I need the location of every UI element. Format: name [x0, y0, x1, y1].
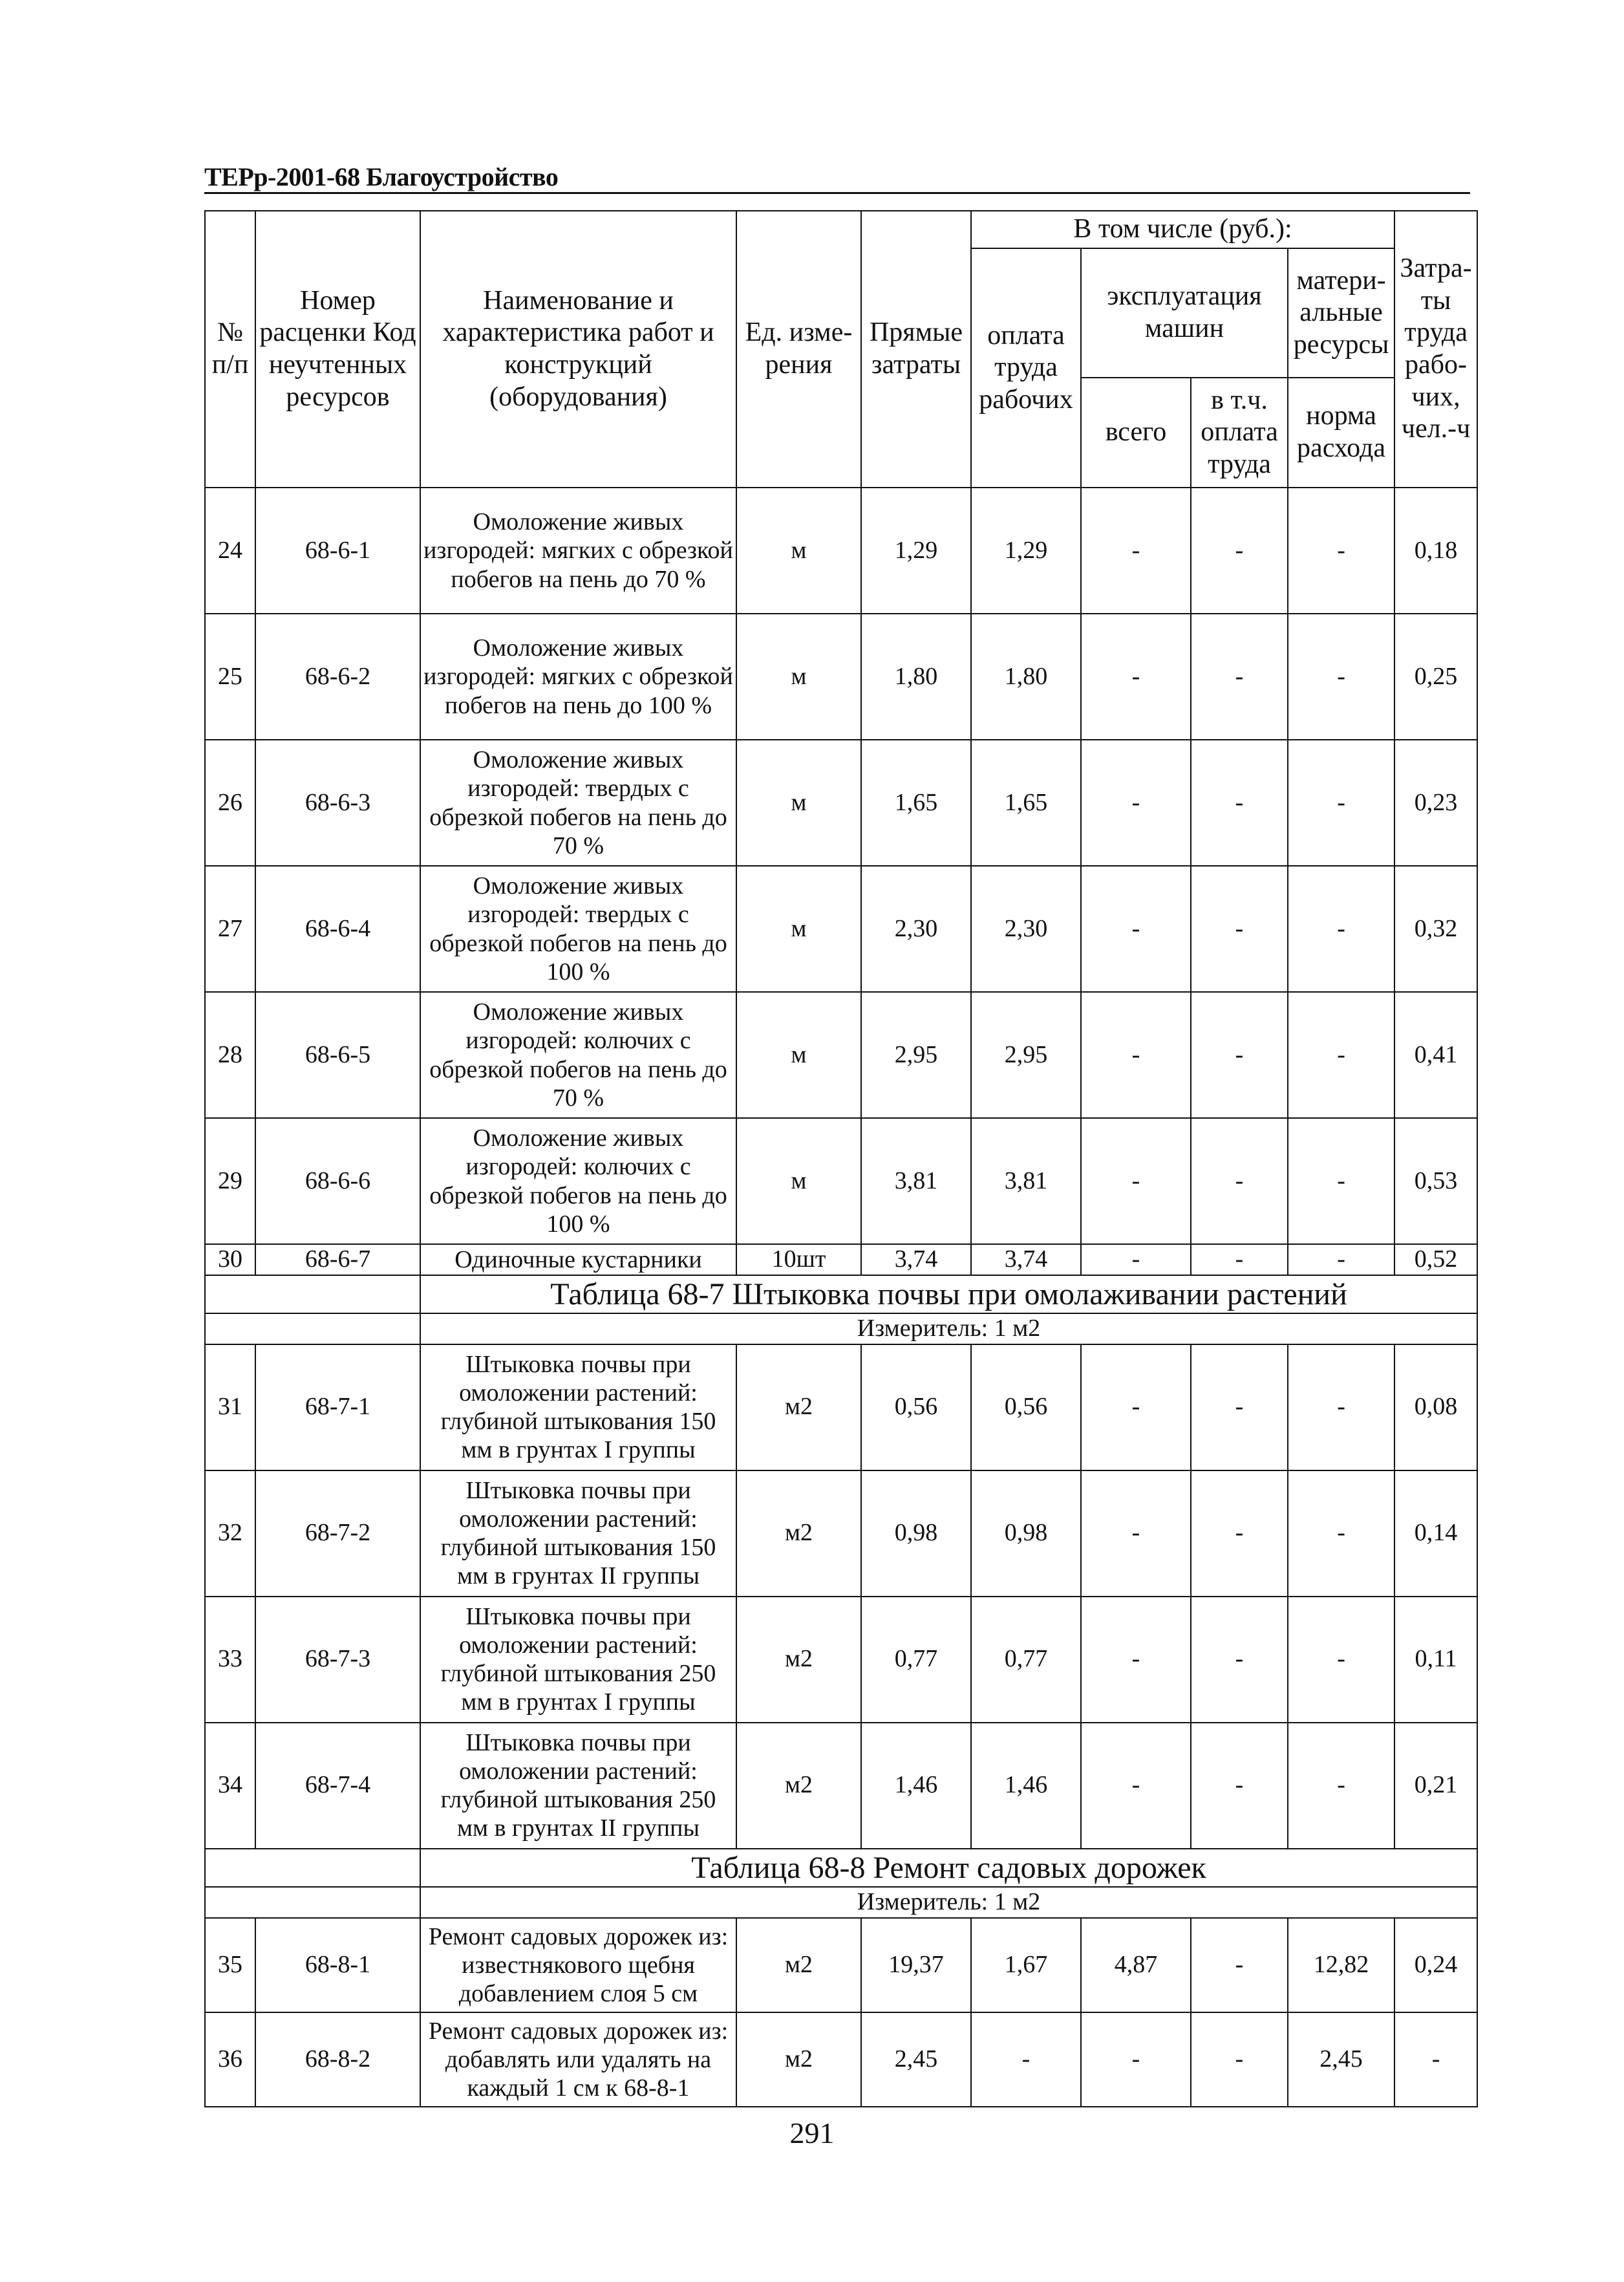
- cell-code: 68-7-1: [255, 1344, 420, 1470]
- cell-unit: м2: [736, 1918, 861, 2012]
- section-meter-row: [205, 1887, 1477, 1918]
- cell-machines-labor: -: [1191, 1470, 1288, 1597]
- cell-num: 27: [205, 866, 255, 992]
- cell-labor-hours: 0,52: [1394, 1244, 1477, 1275]
- cell-name: Штыковка почвы при омоложении растений: глубиной штыкования 150 мм в грунтах I группы: [420, 1344, 736, 1470]
- cell-code: 68-8-2: [255, 2012, 420, 2107]
- cell-code: 68-7-3: [255, 1597, 420, 1723]
- cell-labor-hours: 0,53: [1394, 1118, 1477, 1244]
- cell-materials: -: [1288, 1344, 1394, 1470]
- cell-code: 68-6-6: [255, 1118, 420, 1244]
- cell-code: 68-6-1: [255, 488, 420, 614]
- cell-labor-pay: 0,56: [971, 1344, 1081, 1470]
- cell-direct: 0,56: [861, 1344, 971, 1470]
- cell-machines-total: -: [1081, 1118, 1191, 1244]
- cell-unit: м: [736, 992, 861, 1118]
- cell-materials: -: [1288, 866, 1394, 992]
- col-header-num: № п/п: [205, 211, 255, 488]
- table-row: [205, 740, 1477, 866]
- cell-machines-labor: -: [1191, 2012, 1288, 2107]
- col-header-labor-pay: оплата труда рабочих: [971, 248, 1081, 488]
- cell-labor-hours: 0,11: [1394, 1597, 1477, 1723]
- cell-direct: 2,30: [861, 866, 971, 992]
- section-header-row: [205, 1849, 1477, 1888]
- cell-direct: 2,95: [861, 992, 971, 1118]
- cell-machines-total: -: [1081, 2012, 1191, 2107]
- table-row: [205, 1244, 1477, 1275]
- cell-labor-pay: -: [971, 2012, 1081, 2107]
- cell-num: 25: [205, 614, 255, 740]
- header-rule: [204, 192, 1470, 194]
- cell-code: 68-8-1: [255, 1918, 420, 2012]
- cell-code: 68-7-4: [255, 1723, 420, 1849]
- cell-num: 30: [205, 1244, 255, 1275]
- cell-direct: 0,77: [861, 1597, 971, 1723]
- cell-name: Омоложение живых изгородей: колючих с обрезкой побегов на пень до 100 %: [420, 1118, 736, 1244]
- cell-machines-total: -: [1081, 1597, 1191, 1723]
- col-header-machines-labor: в т.ч. оплата труда: [1191, 378, 1288, 488]
- col-header-materials-norm: норма расхода: [1288, 378, 1394, 488]
- cell-labor-pay: 2,95: [971, 992, 1081, 1118]
- cell-code: 68-6-3: [255, 740, 420, 866]
- col-header-machines: эксплуатация машин: [1081, 248, 1288, 378]
- cell-name: Ремонт садовых дорожек из: добавлять или удалять на каждый 1 см к 68-8-1: [420, 2012, 736, 2107]
- cell-machines-total: -: [1081, 992, 1191, 1118]
- cell-machines-total: -: [1081, 740, 1191, 866]
- cell-materials: -: [1288, 740, 1394, 866]
- col-header-direct: Прямые затраты: [861, 211, 971, 488]
- cell-labor-pay: 1,80: [971, 614, 1081, 740]
- cell-labor-pay: 0,77: [971, 1597, 1081, 1723]
- table-row: [205, 2012, 1477, 2107]
- cell-name: Омоложение живых изгородей: мягких с обрезкой побегов на пень до 70 %: [420, 488, 736, 614]
- cell-num: 26: [205, 740, 255, 866]
- cell-unit: м2: [736, 1723, 861, 1849]
- table-row: [205, 1597, 1477, 1723]
- cell-code: 68-6-5: [255, 992, 420, 1118]
- col-header-including: В том числе (руб.):: [971, 211, 1394, 248]
- cell-code: 68-6-7: [255, 1244, 420, 1275]
- cell-machines-labor: -: [1191, 992, 1288, 1118]
- cell-materials: -: [1288, 1244, 1394, 1275]
- table-row: [205, 614, 1477, 740]
- cell-labor-pay: 1,46: [971, 1723, 1081, 1849]
- cell-direct: 0,98: [861, 1470, 971, 1597]
- cell-machines-total: 4,87: [1081, 1918, 1191, 2012]
- section-spacer: [205, 1313, 420, 1344]
- cell-machines-total: -: [1081, 1344, 1191, 1470]
- cell-machines-total: -: [1081, 488, 1191, 614]
- table-row: [205, 488, 1477, 614]
- cell-name: Омоложение живых изгородей: твердых с обрезкой побегов на пень до 70 %: [420, 740, 736, 866]
- cell-unit: м2: [736, 1344, 861, 1470]
- col-header-materials: матери-альные ресурсы: [1288, 248, 1394, 378]
- section-meter-row: [205, 1313, 1477, 1344]
- table-row: [205, 1723, 1477, 1849]
- table-row: [205, 866, 1477, 992]
- cell-name: Одиночные кустарники: [420, 1244, 736, 1275]
- cell-name: Штыковка почвы при омоложении растений: глубиной штыкования 250 мм в грунтах I группы: [420, 1597, 736, 1723]
- cell-num: 33: [205, 1597, 255, 1723]
- cell-labor-pay: 3,74: [971, 1244, 1081, 1275]
- cell-machines-total: -: [1081, 614, 1191, 740]
- cell-direct: 1,65: [861, 740, 971, 866]
- cell-num: 24: [205, 488, 255, 614]
- cell-machines-labor: -: [1191, 1344, 1288, 1470]
- cell-labor-hours: 0,18: [1394, 488, 1477, 614]
- cell-labor-pay: 3,81: [971, 1118, 1081, 1244]
- cell-name: Омоложение живых изгородей: мягких с обрезкой побегов на пень до 100 %: [420, 614, 736, 740]
- section-meter-68-8: Измеритель: 1 м2: [420, 1887, 1477, 1918]
- cell-materials: -: [1288, 614, 1394, 740]
- col-header-unit: Ед. изме-рения: [736, 211, 861, 488]
- cell-num: 31: [205, 1344, 255, 1470]
- cell-unit: м: [736, 740, 861, 866]
- cell-materials: -: [1288, 1118, 1394, 1244]
- cell-unit: м: [736, 488, 861, 614]
- cell-num: 35: [205, 1918, 255, 2012]
- table-row: [205, 1918, 1477, 2012]
- cell-direct: 1,46: [861, 1723, 971, 1849]
- cell-labor-hours: 0,14: [1394, 1470, 1477, 1597]
- cell-labor-pay: 0,98: [971, 1470, 1081, 1597]
- cell-machines-total: -: [1081, 1244, 1191, 1275]
- col-header-labor-hours: Затра-ты труда рабо-чих, чел.-ч: [1394, 211, 1477, 488]
- cell-materials: -: [1288, 1597, 1394, 1723]
- cell-labor-hours: -: [1394, 2012, 1477, 2107]
- cell-machines-labor: -: [1191, 1118, 1288, 1244]
- cell-direct: 1,80: [861, 614, 971, 740]
- cell-materials: -: [1288, 1723, 1394, 1849]
- section-meter-68-7: Измеритель: 1 м2: [420, 1313, 1477, 1344]
- table-row: [205, 1470, 1477, 1597]
- cell-direct: 19,37: [861, 1918, 971, 2012]
- rates-table: [204, 210, 1478, 2107]
- cell-machines-total: -: [1081, 1470, 1191, 1597]
- cell-materials: -: [1288, 992, 1394, 1118]
- cell-labor-pay: 1,29: [971, 488, 1081, 614]
- cell-labor-pay: 2,30: [971, 866, 1081, 992]
- cell-direct: 3,81: [861, 1118, 971, 1244]
- document-header: ТЕРр-2001-68 Благоустройство: [204, 162, 559, 191]
- cell-name: Штыковка почвы при омоложении растений: глубиной штыкования 150 мм в грунтах II группы: [420, 1470, 736, 1597]
- cell-labor-hours: 0,32: [1394, 866, 1477, 992]
- section-header-row: [205, 1275, 1477, 1314]
- cell-labor-hours: 0,08: [1394, 1344, 1477, 1470]
- cell-machines-labor: -: [1191, 740, 1288, 866]
- cell-machines-total: -: [1081, 1723, 1191, 1849]
- col-header-code: Номер расценки Код неучтенных ресурсов: [255, 211, 420, 488]
- cell-code: 68-6-2: [255, 614, 420, 740]
- table-row: [205, 1344, 1477, 1470]
- cell-name: Ремонт садовых дорожек из: известнякового щебня добавлением слоя 5 см: [420, 1918, 736, 2012]
- cell-num: 32: [205, 1470, 255, 1597]
- cell-unit: м: [736, 866, 861, 992]
- cell-machines-labor: -: [1191, 1723, 1288, 1849]
- cell-machines-labor: -: [1191, 1244, 1288, 1275]
- cell-labor-pay: 1,65: [971, 740, 1081, 866]
- cell-name: Омоложение живых изгородей: твердых с обрезкой побегов на пень до 100 %: [420, 866, 736, 992]
- cell-code: 68-6-4: [255, 866, 420, 992]
- cell-labor-hours: 0,21: [1394, 1723, 1477, 1849]
- cell-labor-pay: 1,67: [971, 1918, 1081, 2012]
- cell-unit: м2: [736, 2012, 861, 2107]
- cell-materials: -: [1288, 1470, 1394, 1597]
- cell-direct: 3,74: [861, 1244, 971, 1275]
- cell-machines-total: -: [1081, 866, 1191, 992]
- cell-unit: м2: [736, 1470, 861, 1597]
- section-title-68-7: Таблица 68-7 Штыковка почвы при омолаживании растений: [420, 1275, 1477, 1314]
- page-number: 291: [789, 2116, 835, 2149]
- cell-unit: м: [736, 1118, 861, 1244]
- col-header-name: Наименование и характеристика работ и конструкций (оборудования): [420, 211, 736, 488]
- cell-materials: 12,82: [1288, 1918, 1394, 2012]
- cell-machines-labor: -: [1191, 488, 1288, 614]
- cell-machines-labor: -: [1191, 1597, 1288, 1723]
- table-row: [205, 992, 1477, 1118]
- cell-num: 29: [205, 1118, 255, 1244]
- cell-materials: 2,45: [1288, 2012, 1394, 2107]
- cell-machines-labor: -: [1191, 614, 1288, 740]
- cell-machines-labor: -: [1191, 1918, 1288, 2012]
- section-spacer: [205, 1275, 420, 1314]
- cell-num: 34: [205, 1723, 255, 1849]
- cell-num: 28: [205, 992, 255, 1118]
- section-spacer: [205, 1849, 420, 1888]
- cell-name: Штыковка почвы при омоложении растений: глубиной штыкования 250 мм в грунтах II группы: [420, 1723, 736, 1849]
- section-spacer: [205, 1887, 420, 1918]
- table-row: [205, 1118, 1477, 1244]
- cell-direct: 1,29: [861, 488, 971, 614]
- cell-labor-hours: 0,23: [1394, 740, 1477, 866]
- cell-direct: 2,45: [861, 2012, 971, 2107]
- cell-materials: -: [1288, 488, 1394, 614]
- cell-unit: 10шт: [736, 1244, 861, 1275]
- cell-unit: м2: [736, 1597, 861, 1723]
- cell-labor-hours: 0,41: [1394, 992, 1477, 1118]
- cell-machines-labor: -: [1191, 866, 1288, 992]
- cell-labor-hours: 0,24: [1394, 1918, 1477, 2012]
- cell-name: Омоложение живых изгородей: колючих с обрезкой побегов на пень до 70 %: [420, 992, 736, 1118]
- col-header-machines-total: всего: [1081, 378, 1191, 488]
- cell-num: 36: [205, 2012, 255, 2107]
- section-title-68-8: Таблица 68-8 Ремонт садовых дорожек: [420, 1849, 1477, 1888]
- cell-unit: м: [736, 614, 861, 740]
- cell-code: 68-7-2: [255, 1470, 420, 1597]
- cell-labor-hours: 0,25: [1394, 614, 1477, 740]
